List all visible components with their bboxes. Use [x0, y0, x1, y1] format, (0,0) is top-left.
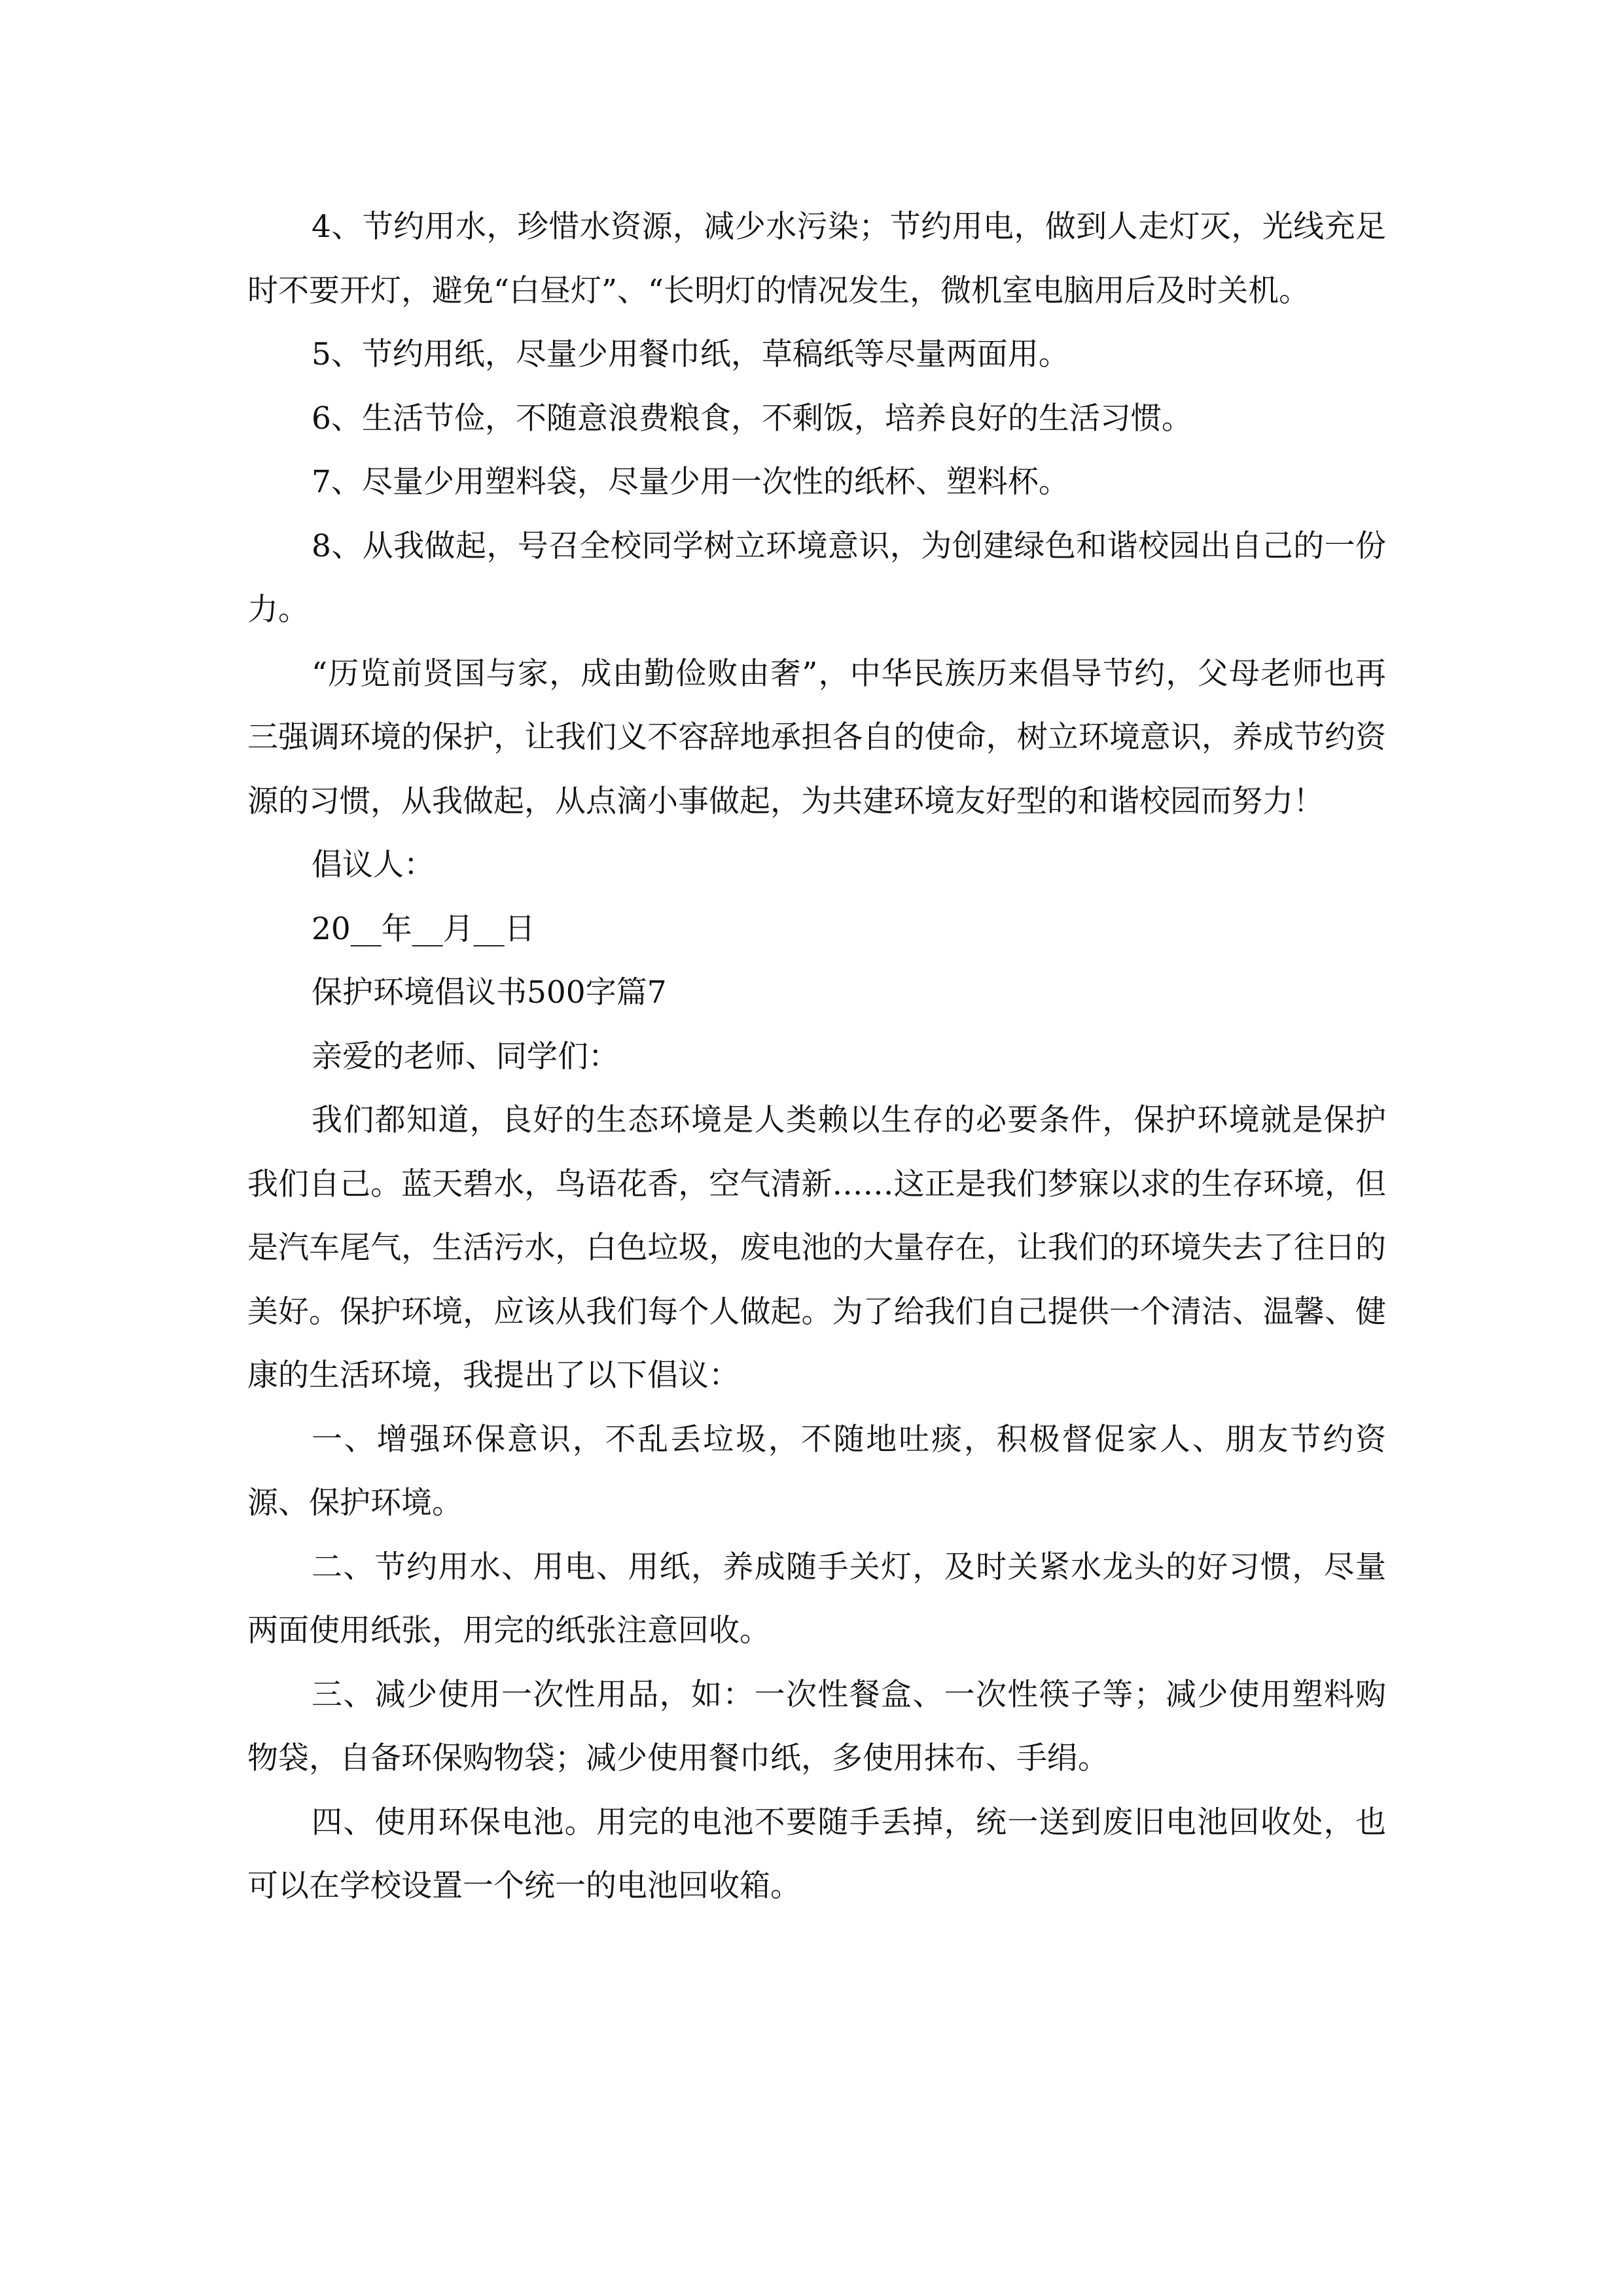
proposer-line: 倡议人： — [312, 847, 435, 883]
date-line: 20__年__月__日 — [312, 910, 535, 947]
salutation: 亲爱的老师、同学们： — [312, 1038, 619, 1075]
paragraph-closing-appeal: “历览前贤国与家，成由勤俭败由奢”，中华民族历来倡导节约，父母老师也再三强调环境的保护，让我们义不容辞地承担各自的使命，树立环境意识，养成节约资源的习惯，从我做起，从点滴小事做起，为共建环境友好型的和谐校园而努力！ — [247, 655, 1386, 819]
paragraph-item-7: 7、尽量少用塑料袋，尽量少用一次性的纸杯、塑料杯。 — [312, 464, 1069, 500]
paragraph-item-5: 5、节约用纸，尽量少用餐巾纸，草稿纸等尽量两面用。 — [312, 336, 1069, 372]
paragraph-intro: 我们都知道，良好的生态环境是人类赖以生存的必要条件，保护环境就是保护我们自己。蓝天碧水，鸟语花香，空气清新……这正是我们梦寐以求的生存环境，但是汽车尾气，生活污水，白色垃圾，废电池的大量存在，让我们的环境失去了往日的美好。保护环境，应该从我们每个人做起。为了给我们自己提供一个清洁、温馨、健康的生活环境，我提出了以下倡议： — [247, 1102, 1386, 1393]
paragraph-item-8: 8、从我做起，号召全校同学树立环境意识，为创建绿色和谐校园出自己的一份力。 — [247, 528, 1386, 628]
section-heading: 保护环境倡议书500字篇7 — [312, 975, 667, 1011]
proposal-item-3: 三、减少使用一次性用品，如：一次性餐盒、一次性筷子等；减少使用塑料购物袋，自备环保购物袋；减少使用餐巾纸，多使用抹布、手绢。 — [247, 1676, 1386, 1776]
paragraph-item-6: 6、生活节俭，不随意浪费粮食，不剩饭，培养良好的生活习惯。 — [312, 400, 1192, 437]
proposal-item-1: 一、增强环保意识，不乱丢垃圾，不随地吐痰，积极督促家人、朋友节约资源、保护环境。 — [247, 1421, 1386, 1521]
proposal-item-4: 四、使用环保电池。用完的电池不要随手丢掉，统一送到废旧电池回收处，也可以在学校设置一个统一的电池回收箱。 — [247, 1804, 1386, 1904]
paragraph-item-4: 4、节约用水，珍惜水资源，减少水污染；节约用电，做到人走灯灭，光线充足时不要开灯，避免“白昼灯”、“长明灯的情况发生，微机室电脑用后及时关机。 — [247, 209, 1386, 309]
document-body — [247, 195, 1386, 1918]
proposal-item-2: 二、节约用水、用电、用纸，养成随手关灯，及时关紧水龙头的好习惯，尽量两面使用纸张，用完的纸张注意回收。 — [247, 1549, 1386, 1649]
